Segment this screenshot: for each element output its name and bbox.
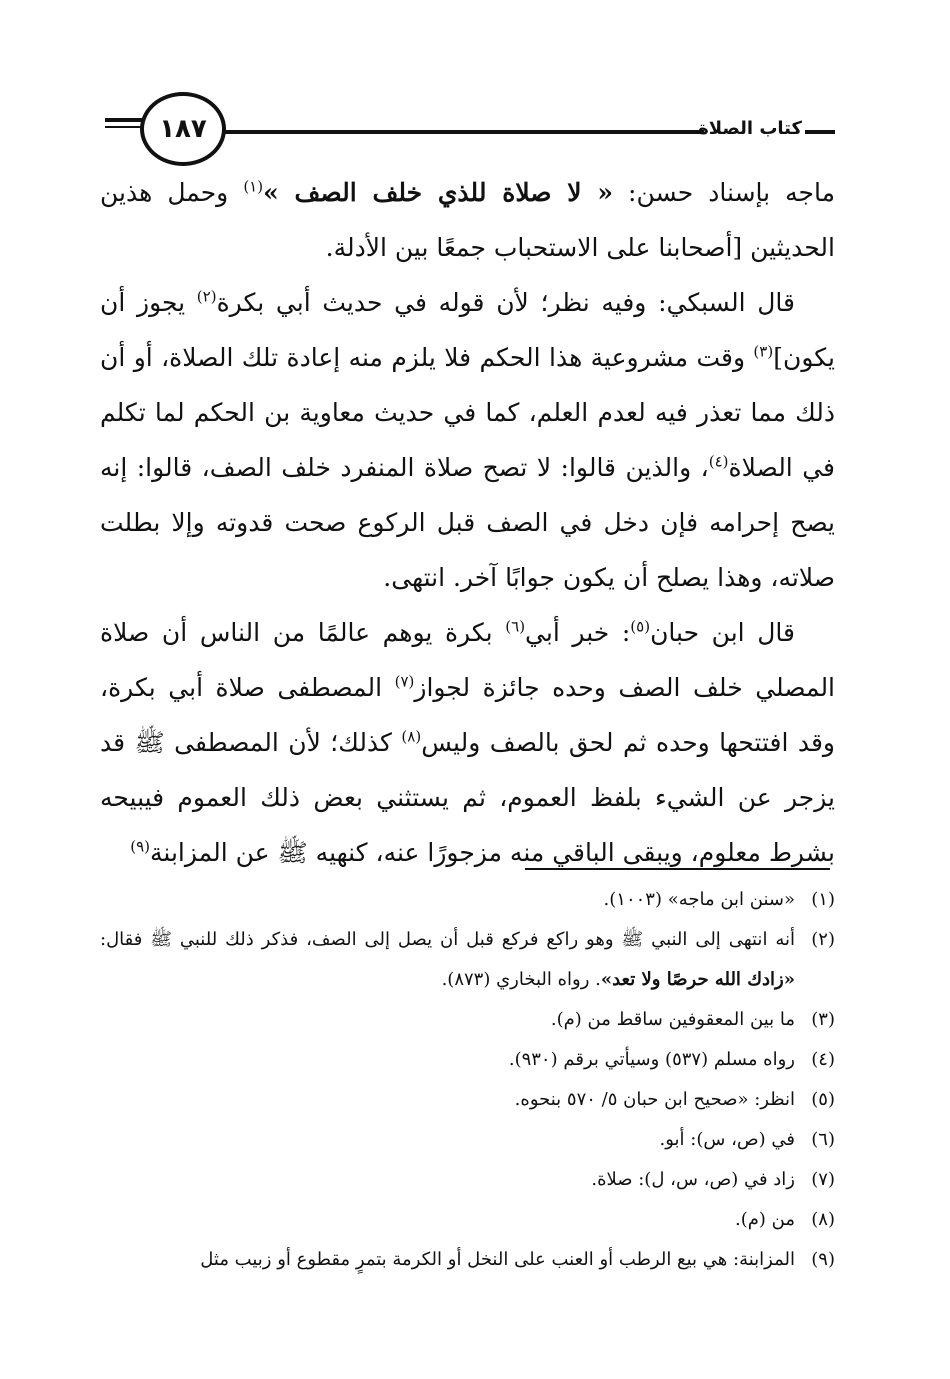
paragraph-2 [100,275,835,605]
footnote-ref-5[interactable]: (٥) [630,617,651,636]
footnote-item [100,1160,835,1200]
footnote-ref-1[interactable]: (١) [243,177,264,196]
footnote-item [100,1120,835,1160]
hadith-quote: «زادك الله حرصًا ولا تعد» [600,969,795,990]
footnote-ref-3[interactable]: (٣) [753,342,774,361]
header-rule-right [805,130,835,134]
footnote-item [100,880,835,920]
footnote-text: انظر: «صحيح ابن حبان ٥/ ٥٧٠ بنحوه. [514,1089,795,1110]
footnote-text: المزابنة: هي بيع الرطب أو العنب على النخل أو الكرمة بتمرٍ مقطوع أو زبيب مثل [200,1249,795,1270]
page-number: ١٨٧ [140,92,226,166]
footnote-text: ما بين المعقوفين ساقط من (م). [550,1009,795,1030]
footnote-number: (٥) [811,1089,835,1110]
footnote-number: (٣) [811,1009,835,1030]
hadith-quote: « لا صلاة للذي خلف الصف » [263,178,613,207]
footnote-number: (١) [811,889,835,910]
footnote-item [100,1240,835,1280]
footnote-item [100,1040,835,1080]
text-segment: وقت مشروعية هذا الحكم فلا يلزم منه إعادة تلك الصلاة، أو أن ذلك مما تعذر فيه لعدم العلم، كما في حديث معاوية بن الحكم لما تكلم في الصلاة [100,343,835,482]
footnote-number: (٢) [811,929,835,950]
footnote-item [100,1200,835,1240]
footnote-number: (٤) [811,1049,835,1070]
footnote-ref-6[interactable]: (٦) [505,617,526,636]
footnote-text-part: أنه انتهى إلى النبي ﷺ وهو راكع فركع قبل أن يصل إلى الصف، فذكر ذلك للنبي ﷺ فقال: [100,929,795,950]
footnotes [100,880,835,1280]
text-segment: قال ابن حبان [650,618,795,647]
footnote-number: (٩) [811,1249,835,1270]
text-segment: المصطفى صلاة أبي بكرة، وقد افتتحها وحده ثم لحق بالصف وليس [100,673,835,757]
footnote-text: زاد في (ص، س، ل): صلاة. [591,1169,795,1190]
footnote-text: رواه مسلم (٥٣٧) وسيأتي برقم (٩٣٠). [508,1049,795,1070]
text-segment: بكرة يوهم عالمًا من الناس أن صلاة المصلي خلف الصف وحده جائزة لجواز [100,618,836,702]
text-segment: كذلك؛ لأن المصطفى ﷺ قد يزجر عن الشيء بلفظ العموم، ثم يستثني بعض ذلك العموم فيبيحه بشرط معلوم، ويبقى الباقي منه مزجورًا عنه، كنهيه ﷺ عن المزابنة [100,728,835,867]
footnote-number: (٦) [811,1129,835,1150]
header-rule-left-thin [105,126,145,128]
paragraph-3 [100,605,835,880]
footnote-item [100,1000,835,1040]
main-text [100,165,835,880]
header-rule-main [214,130,704,134]
footnote-text: «سنن ابن ماجه» (١٠٠٣). [603,889,795,910]
text-segment: يجوز أن يكون] [100,288,835,372]
footnote-text-part: . رواه البخاري (٨٧٣). [441,969,601,990]
paragraph-1 [100,165,835,275]
footnote-item [100,1080,835,1120]
footnote-number: (٨) [811,1209,835,1230]
header-rule-left [105,118,145,122]
footnote-ref-9[interactable]: (٩) [130,837,151,856]
footnote-ref-2[interactable]: (٢) [196,287,217,306]
text-segment: ماجه بإسناد حسن: [612,178,836,207]
footnote-number: (٧) [811,1169,835,1190]
text-segment: : خبر أبي [525,618,631,647]
footnote-ref-8[interactable]: (٨) [401,727,422,746]
footnote-text: في (ص، س): أبو. [659,1129,795,1150]
footnote-ref-7[interactable]: (٧) [394,672,415,691]
text-segment: وحمل هذين الحديثين [أصحابنا على الاستحباب جمعًا بين الأدلة. [100,178,835,262]
footnote-item [100,920,835,1000]
text-segment: قال السبكي: وفيه نظر؛ لأن قوله في حديث أبي بكرة [216,288,795,317]
footnote-separator [525,868,830,870]
text-segment: ، والذين قالوا: لا تصح صلاة المنفرد خلف الصف، قالوا: إنه يصح إحرامه فإن دخل في الصف قبل الركوع صحت قدوته وإلا بطلت صلاته، وهذا يصلح أن يكون جوابًا آخر. انتهى. [100,453,835,592]
footnote-text [100,920,795,1000]
footnote-text: من (م). [735,1209,795,1230]
footnote-ref-4[interactable]: (٤) [708,452,729,471]
running-title: كتاب الصلاة [698,118,802,139]
